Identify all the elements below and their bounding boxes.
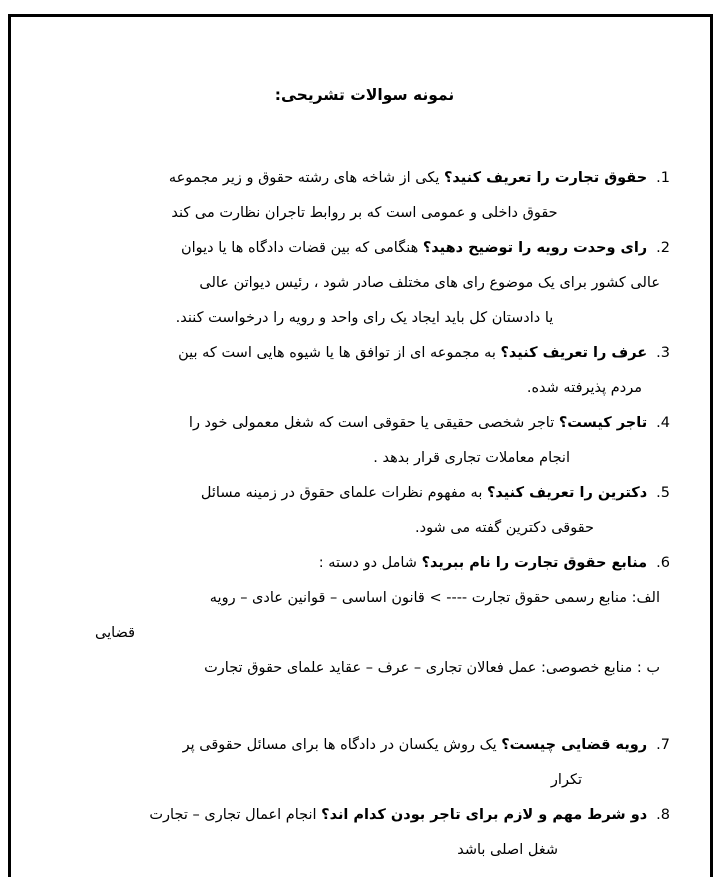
document-title: نمونه سوالات تشریحی:	[274, 86, 455, 104]
answer-continuation: مردم پذیرفته شده.	[526, 380, 642, 396]
item-number: 2.	[656, 240, 670, 256]
question-text: تاجر کیست؟	[558, 415, 648, 431]
question-text: دو شرط مهم و لازم برای تاجر بودن کدام اند؟	[321, 807, 648, 823]
question-text: عرف را تعریف کنید؟	[500, 345, 648, 361]
question-item-5	[59, 476, 670, 546]
question-text: رویه قضایی چیست؟	[501, 737, 648, 753]
question-item-2	[59, 231, 670, 336]
answer-text: هنگامی که بین قضات دادگاه ها یا دیوان	[180, 240, 423, 256]
question-line	[59, 798, 670, 833]
question-item-3	[59, 336, 670, 406]
source-formal-line: الف: منابع رسمی حقوق تجارت ---- > قانون اساسی – قوانین عادی – رویه	[209, 590, 660, 606]
sources-block	[59, 581, 670, 686]
question-item-6	[59, 546, 670, 581]
question-item-8	[59, 798, 670, 868]
question-line	[59, 728, 670, 763]
source-private-line: ب : منابع خصوصی: عمل فعالان تجاری – عرف – عقاید علمای حقوق تجارت	[204, 660, 660, 676]
answer-continuation: حقوق داخلی و عمومی است که بر روابط تاجران نظارت می کند	[171, 205, 558, 221]
question-text: دکترین را تعریف کنید؟	[486, 485, 648, 501]
question-line	[59, 546, 670, 581]
page-border-frame	[8, 14, 713, 877]
answer-text: یک روش یکسان در دادگاه ها برای مسائل حقوقی پر	[182, 737, 502, 753]
source-formal-continuation: قضایی	[95, 625, 136, 641]
answer-text: یکی از شاخه های رشته حقوق و زیر مجموعه	[168, 170, 445, 186]
item-number: 3.	[656, 345, 670, 361]
answer-text: تاجر شخصی حقیقی یا حقوقی است که شغل معمولی خود را	[188, 415, 559, 431]
question-text: حقوق تجارت را تعریف کنید؟	[444, 170, 648, 186]
question-line	[59, 476, 670, 511]
answer-text: به مفهوم نظرات علمای حقوق در زمینه مسائل	[200, 485, 487, 501]
answer-continuation: عالی کشور برای یک موضوع رای های مختلف صادر شود ، رئیس دیواتن عالی	[199, 275, 660, 291]
document-content	[14, 17, 707, 877]
question-text: منابع حقوق تجارت را نام ببرید؟	[421, 555, 648, 571]
question-item-4	[59, 406, 670, 476]
question-list	[59, 161, 670, 868]
answer-text: شامل دو دسته :	[318, 555, 422, 571]
question-line	[59, 231, 670, 266]
answer-text: انجام اعمال تجاری – تجارت	[149, 807, 322, 823]
item-number: 5.	[656, 485, 670, 501]
question-item-1	[59, 161, 670, 231]
answer-continuation: یا دادستان کل باید ایجاد یک رای واحد و رویه را درخواست کنند.	[175, 310, 554, 326]
question-line	[59, 406, 670, 441]
question-line	[59, 336, 670, 371]
question-item-7	[59, 728, 670, 798]
item-number: 6.	[656, 555, 670, 571]
answer-continuation: حقوقی دکترین گفته می شود.	[415, 520, 594, 536]
item-number: 4.	[656, 415, 670, 431]
answer-continuation: شغل اصلی باشد	[457, 842, 558, 858]
item-number: 8.	[656, 807, 670, 823]
answer-continuation: انجام معاملات تجاری قرار بدهد .	[373, 450, 570, 466]
question-line	[59, 161, 670, 196]
answer-text: به مجموعه ای از توافق ها یا شیوه هایی است که بین	[178, 345, 501, 361]
answer-continuation: تکرار	[550, 772, 582, 788]
item-number: 7.	[656, 737, 670, 753]
item-number: 1.	[656, 170, 670, 186]
question-text: رای وحدت رویه را توضیح دهید؟	[422, 240, 648, 256]
